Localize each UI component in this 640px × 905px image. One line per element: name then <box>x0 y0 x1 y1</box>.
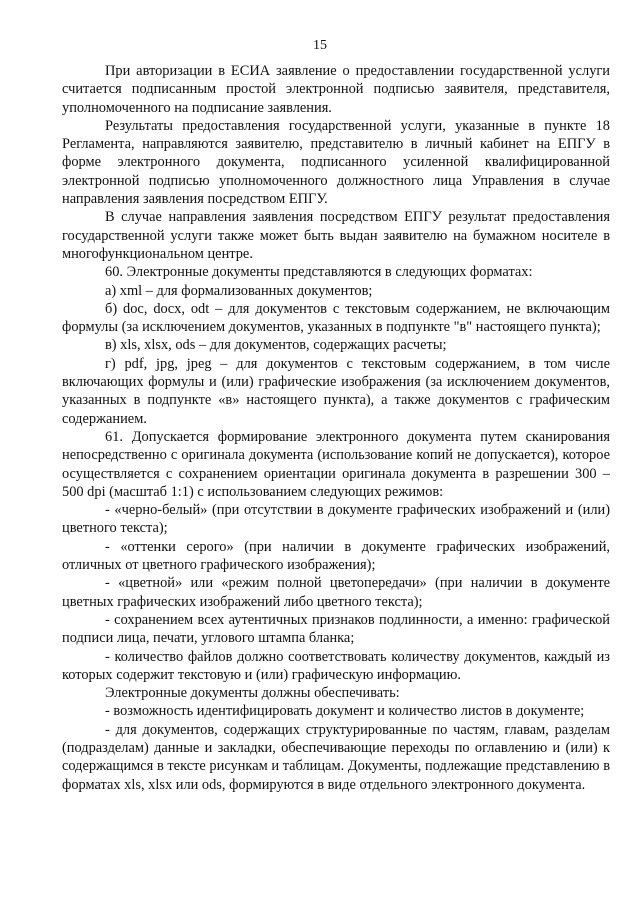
paragraph-mode-color: - «цветной» или «режим полной цветопередачи» (при наличии в документе цветных графических изображений либо цветного текста); <box>62 575 610 610</box>
paragraph-60-formats: 60. Электронные документы представляются в следующих форматах: <box>105 264 533 281</box>
paragraph-authenticity: - сохранением всех аутентичных признаков подлинности, а именно: графической подписи лица, печати, углового штампа бланка; <box>62 611 610 647</box>
paragraph-61-scanning: 61. Допускается формирование электронного документа путем сканирования непосредственно с оригинала документа (использование копий не допускается), которое осуществляется с сохранением ориентации оригинала документа в разрешении 300 – 500 dpi (масштаб 1:1) с использованием следующих режимов: <box>62 428 610 500</box>
paragraph-mode-grayscale: - «оттенки серого» (при наличии в документе графических изображений, отличных от цветного графического изображения); <box>62 538 610 574</box>
paragraph-format-v: в) xls, xlsx, ods – для документов, содержащих расчеты; <box>105 337 447 354</box>
paragraph-requirements-intro: Электронные документы должны обеспечивать: <box>105 685 400 702</box>
paragraph-format-b: б) doc, docx, odt – для документов с текстовым содержанием, не включающим формулы (за исключением документов, указанных в подпункте "в" настоящего пункта); <box>62 300 610 336</box>
paragraph-format-a: а) xml – для формализованных документов; <box>105 282 373 299</box>
paragraph-requirement-structured: - для документов, содержащих структурированные по частям, главам, разделам (подразделам) данные и закладки, обеспечивающие переходы по оглавлению и (или) к содержащимся в тексте рисункам и таблицам. Документы, подлежащие представлению в форматах xls, xlsx или ods, формируются в виде отдельного электронного документа. <box>62 721 610 793</box>
page-number: 15 <box>313 38 327 53</box>
paragraph-file-count: - количество файлов должно соответствовать количеству документов, каждый из которых содержит текстовую и (или) графическую информацию. <box>62 648 610 683</box>
document-body <box>62 62 610 794</box>
paragraph-authorization: При авторизации в ЕСИА заявление о предоставлении государственной услуги считается подписанным простой электронной подписью заявителя, представителя, уполномоченного на подписание заявления. <box>62 63 610 116</box>
paragraph-results: Результаты предоставления государственной услуги, указанные в пункте 18 Регламента, направляются заявителю, представителю в личный кабинет на ЕПГУ в форме электронного документа, подписанного усиленной квалифицированной электронной подписью уполномоченного должностного лица Управления в случае направления заявления посредством ЕПГУ. <box>62 117 610 208</box>
paragraph-paper-result: В случае направления заявления посредством ЕПГУ результат предоставления государственной услуги также может быть выдан заявителю на бумажном носителе в многофункциональном центре. <box>62 209 610 262</box>
paragraph-requirement-identify: - возможность идентифицировать документ и количество листов в документе; <box>105 703 585 720</box>
paragraph-mode-bw: - «черно-белый» (при отсутствии в документе графических изображений и (или) цветного текста); <box>62 502 610 537</box>
paragraph-format-g: г) pdf, jpg, jpeg – для документов с текстовым содержанием, в том числе включающих формулы и (или) графические изображения (за исключением документов, указанных в подпункте «в» настоящего пункта), а также документов с графическим содержанием. <box>62 355 610 427</box>
